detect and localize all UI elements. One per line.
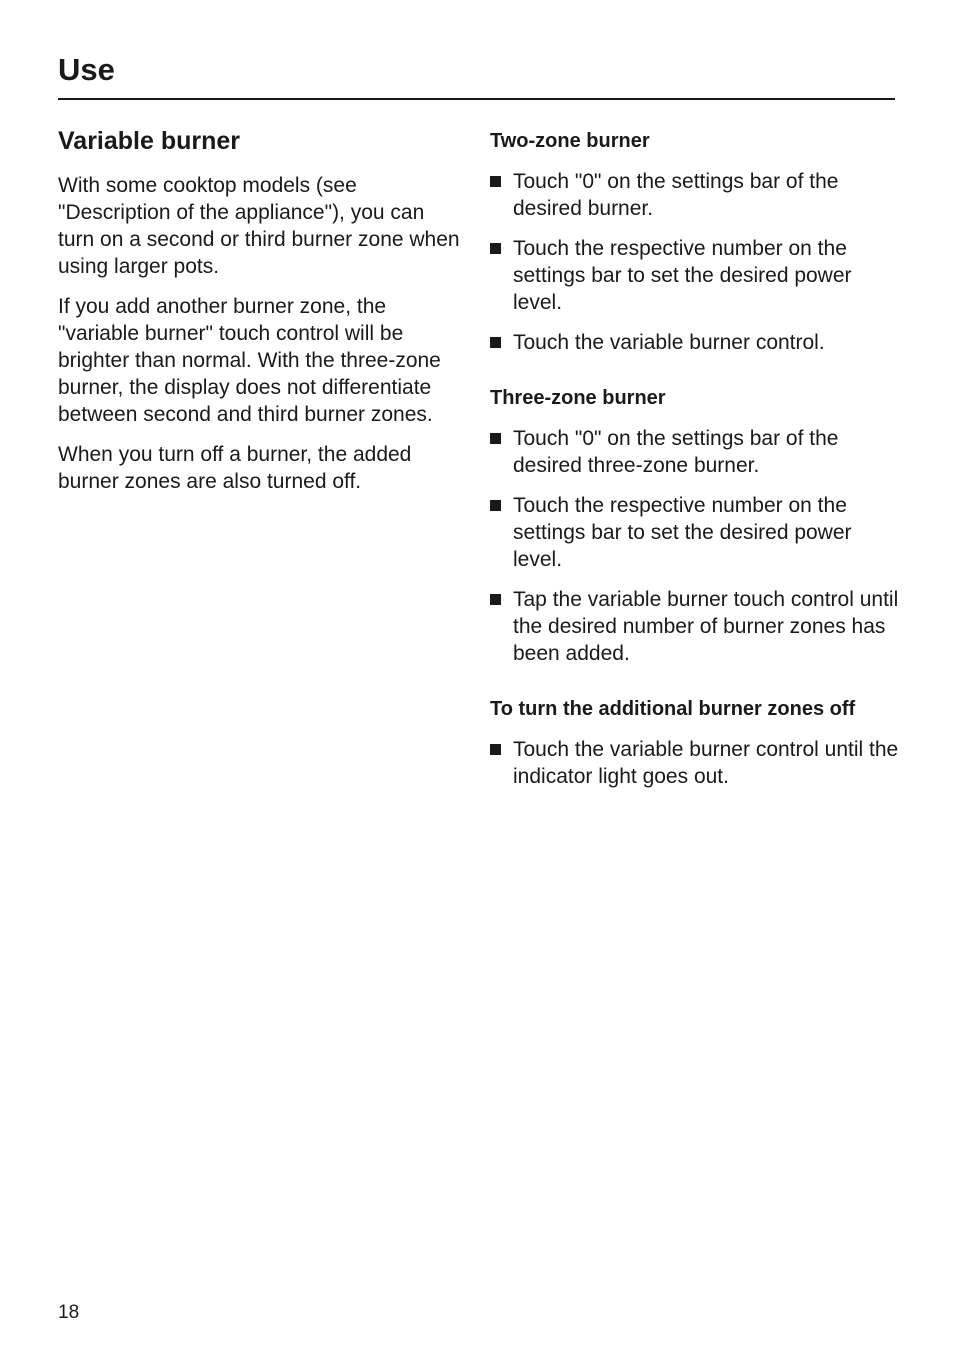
three-zone-steps	[490, 425, 900, 667]
square-bullet-icon	[490, 176, 501, 187]
header-rule	[58, 98, 895, 100]
two-zone-steps	[490, 168, 900, 356]
list-item	[490, 586, 900, 667]
step-text: Touch the respective number on the settings bar to set the desired power level.	[513, 494, 852, 571]
square-bullet-icon	[490, 337, 501, 348]
square-bullet-icon	[490, 594, 501, 605]
display-paragraph: If you add another burner zone, the "variable burner" touch control will be brighter than normal. With the three-zone burner, the display does not differentiate between second and third burner zones.	[58, 295, 441, 426]
square-bullet-icon	[490, 243, 501, 254]
turn-off-paragraph: When you turn off a burner, the added burner zones are also turned off.	[58, 443, 412, 493]
intro-paragraph: With some cooktop models (see "Description of the appliance"), you can turn on a second or third burner zone when using larger pots.	[58, 174, 460, 278]
right-column	[490, 128, 900, 819]
square-bullet-icon	[490, 433, 501, 444]
list-item	[490, 168, 900, 222]
two-zone-heading: Two-zone burner	[490, 130, 650, 152]
step-text: Touch the variable burner control.	[513, 331, 825, 354]
left-column	[58, 124, 463, 508]
page-number: 18	[58, 1302, 80, 1323]
variable-burner-heading: Variable burner	[58, 127, 241, 155]
turn-off-zones-heading: To turn the additional burner zones off	[490, 698, 856, 720]
turn-off-zones-steps	[490, 736, 900, 790]
three-zone-heading: Three-zone burner	[490, 387, 666, 409]
step-text: Touch the respective number on the settings bar to set the desired power level.	[513, 237, 852, 314]
section-title: Use	[58, 52, 115, 87]
square-bullet-icon	[490, 744, 501, 755]
square-bullet-icon	[490, 500, 501, 511]
list-item	[490, 329, 900, 356]
step-text: Tap the variable burner touch control until the desired number of burner zones has been added.	[513, 588, 899, 665]
list-item	[490, 736, 900, 790]
list-item	[490, 235, 900, 316]
list-item	[490, 425, 900, 479]
step-text: Touch the variable burner control until the indicator light goes out.	[513, 738, 899, 788]
list-item	[490, 492, 900, 573]
step-text: Touch "0" on the settings bar of the desired three-zone burner.	[513, 427, 839, 477]
step-text: Touch "0" on the settings bar of the desired burner.	[513, 170, 839, 220]
